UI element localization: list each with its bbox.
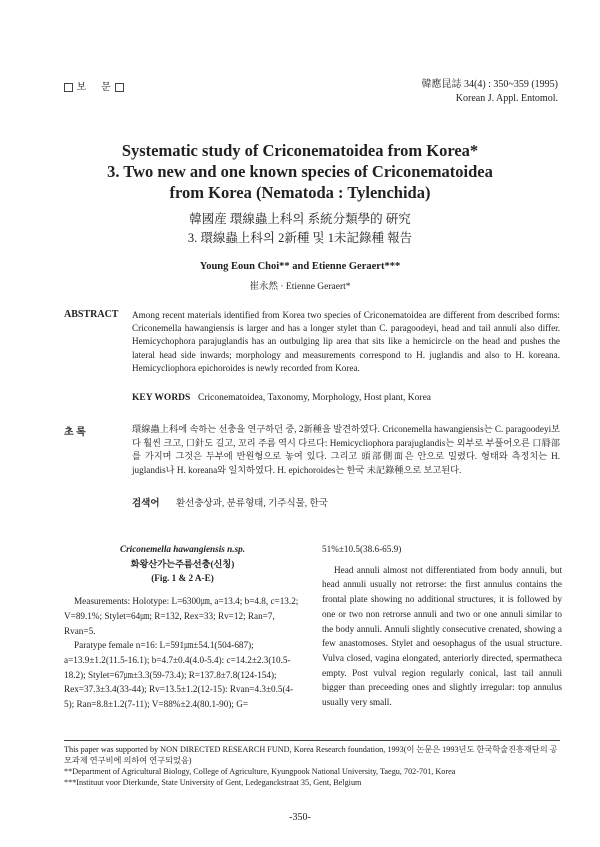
species-heading [64, 542, 301, 557]
keywords-label: KEY WORDS [132, 393, 191, 403]
korean-abstract-text: 環線蟲上科에 속하는 선충을 연구하던 중, 2新種을 발견하였다. Criconemella hawangiensis는 C. paragoodeyi보다 훨씬 크고, 口針도 길고, 꼬리 주름 역시 다르다: Hemicycliophora parajuglandis는 외부로 부풀어오른 口脣部를 가지며 그것은 두부에 반원형으로 놓여 있다. 그리고 頭部側面은 안으로 밀렸다. 형태와 측정치는 H. juglandis나 H. koreana와 일치하였다. H. epichoroides는 한국 未記錄種으로 보고된다. [132, 424, 560, 475]
journal-citation-english: Korean J. Appl. Entomol. [455, 93, 558, 104]
species-description: Head annuli almost not differentiated from body annuli, but head annuli usually not retrorse: the first annulus contains the frontal plate showing no additional structures, it is followed by one or two non retrorse annuli and two or one annuli similar to the body annuli. Annuli slightly consecutive crenated, showing a few anastomoses. Stylet and oesophagus of the usual structure. Vulva closed, vagina elongated, anteriorly directed, spermatheca empty. Post vulval region regularly conical, last tail annuli bigger than preceeding ones and slightly irregular: top annulus usually very small. [322, 564, 562, 708]
right-column [322, 542, 562, 710]
measurement-continuation: 51%±10.5(38.6-65.9) [322, 544, 402, 554]
paper-title-line: from Korea (Nematoda : Tylenchida) [169, 183, 431, 202]
article-type-left: 보 [76, 82, 88, 93]
korean-keywords-label: 검색어 [132, 499, 160, 509]
korean-abstract-label: 초 록 [64, 427, 86, 438]
figure-reference: (Fig. 1 & 2 A-E) [151, 573, 214, 584]
korean-keywords-text: 환선충상과, 분류형태, 기주식물, 한국 [176, 499, 328, 509]
species-korean-name: 화왕산가는주름선충(신칭) [130, 558, 235, 569]
species-name: Criconemella hawangiensis n.sp. [119, 544, 246, 554]
abstract-label: ABSTRACT [64, 309, 119, 320]
korean-title [0, 210, 600, 248]
author-names-korean: 崔永然 · Etienne Geraert* [249, 282, 351, 292]
journal-citation [421, 78, 558, 106]
holotype-measurements: Measurements: Holotype: L=6300㎛, a=13.4; b=4.8, c=13.2; V=89.1%; Stylet=64㎛; R=132, Rex=33; Rv=12; Ran=7, Rvan=5. [64, 596, 299, 636]
affiliation-note: **Department of Agricultural Biology, College of Agriculture, Kyungpook National University, Taegu, 702-701, Korea [64, 767, 456, 776]
page-number: -350- [289, 812, 311, 823]
journal-citation-korean: 韓應昆誌 34(4) : 350~359 (1995) [421, 79, 558, 90]
korean-title-line: 韓國産 環線蟲上科의 系統分類學的 硏究 [189, 212, 411, 226]
paper-title-line: 3. Two new and one known species of Criconematoidea [107, 162, 493, 181]
paper-title [0, 140, 600, 203]
korean-title-line: 3. 環線蟲上科의 2新種 및 1未記錄種 報告 [187, 231, 413, 245]
author-names: Young Eoun Choi** and Etienne Geraert*** [199, 261, 401, 272]
article-type-right: 문 [101, 82, 112, 93]
article-type [64, 78, 124, 93]
abstract-text: Among recent materials identified from Korea two species of Criconematoidea are different from described forms: Criconemella hawangiensis is larger and has a longer stylet than C. paragoodeyi, head and tail annuli also differ. Hemicychophora parajuglandis has an outbulging lip area that sits like a hemicircle on the head and pushes the lateral head side inwards; morphology and measurements correspond to H. juglandis and also to H. koreana. Hemicycliophora epichoroides is newly recorded from Korea. [132, 310, 560, 373]
keywords-text: Criconematoidea, Taxonomy, Morphology, Host plant, Korea [198, 393, 432, 403]
paper-title-line: Systematic study of Criconematoidea from Korea* [121, 141, 479, 160]
paratype-measurements: Paratype female n=16: L=591㎛±54.1(504-687); a=13.9±1.2(11.5-16.1); b=4.7±0.4(4.0-5.4): c=14.2±2.3(10.5-18.2); Stylet=67㎛±3.3(59-73.4); R=137.8±7.8(124-154); Rex=37.3±3.4(33-44); Rv=13.5±1.2(12-15): Rvan=4.3±0.5(4-5); Ran=8.8±1.2(7-11); V=88%±2.4(80.1-90); G= [64, 640, 294, 710]
checkbox-icon [64, 83, 73, 92]
checkbox-icon [115, 83, 124, 92]
affiliation-note: ***Instituut voor Dierkunde, State University of Gent, Ledeganckstraat 35, Gent, Belgium [64, 778, 362, 787]
left-column [64, 542, 301, 712]
funding-note: This paper was supported by NON DIRECTED RESEARCH FUND, Korea Research foundation, 1993(이 논문은 1993년도 한국학술진흥재단의 공모과제 연구비에 의하여 연구되었음) [64, 745, 558, 765]
footnote-divider [64, 740, 560, 741]
footnotes [64, 744, 564, 788]
